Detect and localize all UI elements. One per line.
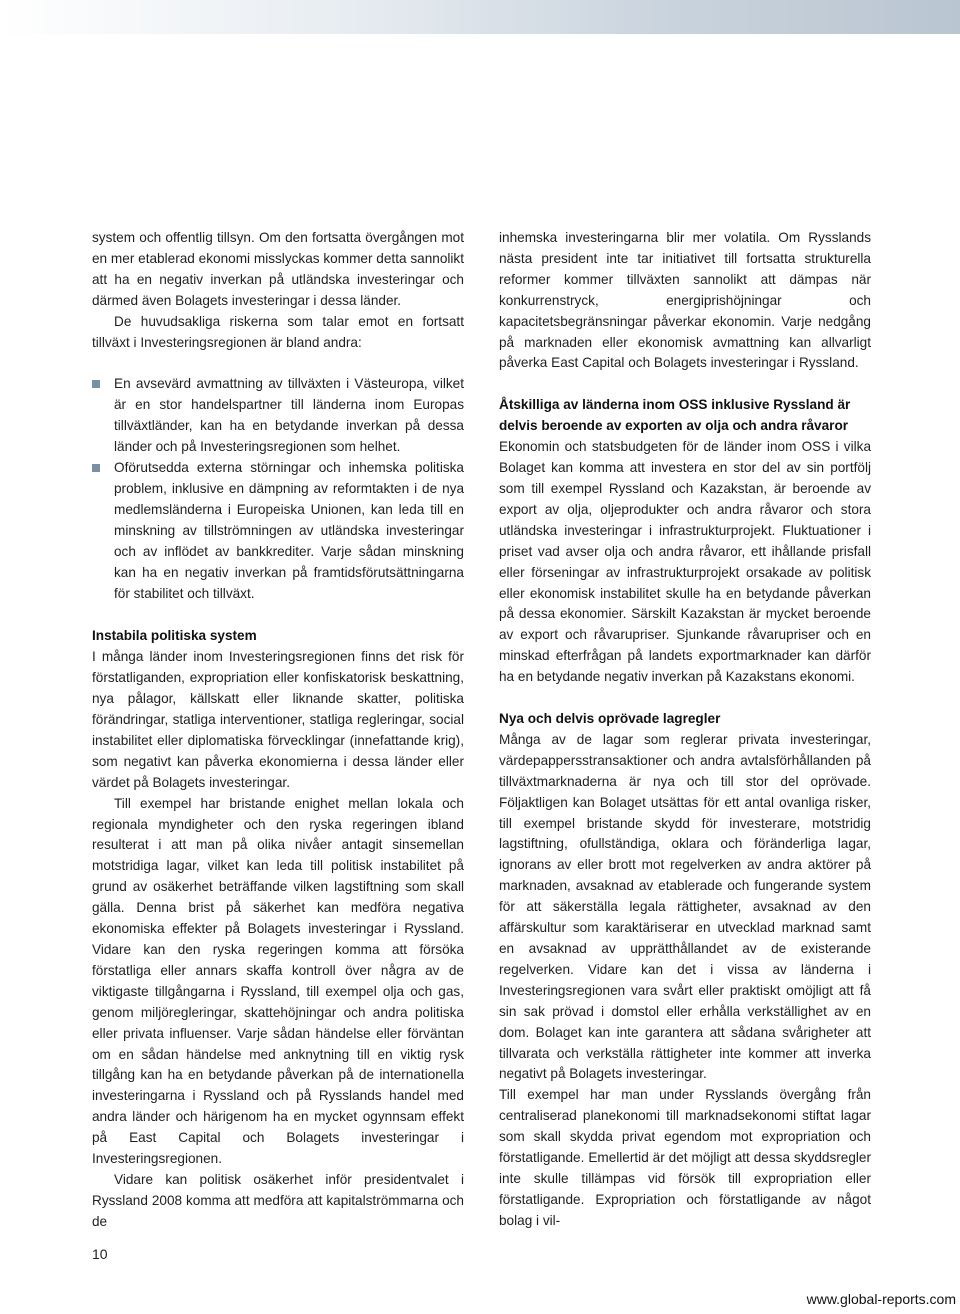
bullet-text: En avsevärd avmattning av tillväxten i Västeuropa, vilket är en stor handelspartner till länderna inom Europas tillväxtländer, kan ha en betydande inverkan på dessa länder och på Investeringsregionen som helhet.: [114, 376, 464, 455]
footer-url-link[interactable]: www.global-reports.com: [806, 1291, 956, 1307]
left-paragraph-3: I många länder inom Investeringsregionen finns det risk för förstatliganden, expropriation eller konfiskatorisk beskattning, nya pålagor, källskatt eller liknande skatter, politiska förändringar, statliga interventioner, statliga regleringar, social instabilitet eller diplomatiska förvecklingar (innefattande krig), som negativt kan påverka ekonomierna i dessa länder eller värdet på Bolagets investeringar.: [92, 649, 464, 790]
right-paragraph-3: Många av de lagar som reglerar privata investeringar, värdepappersstransaktioner och andra avtalsförhållanden på tillväxtmarknaderna är nya och till stor del oprövade. Följaktligen kan Bolaget utsättas för ett antal ovanliga risker, till exempel bristande skydd för investerare, motstridig lagstiftning, ofullständiga, oklara och föränderliga lagar, ignorans av eller brott mot regelverken av andra aktörer på marknaden, avsaknad av etablerade och fungerande system för att säkerställa legala rättigheter, avsaknad av den affärskultur som karaktäriserar en utvecklad marknad samt en avsaknad av upprätthållandet av de existerande regelverken. Vidare kan det i vissa av länderna i Investeringsregionen vara svårt eller praktiskt omöjligt att få sin sak prövad i domstol eller erhålla verkställighet av en dom. Bolaget kan inte garantera att sådana svårigheter att tillvarata och verkställa rättigheter inte kommer att inverka negativt på Bolagets investeringar.: [499, 731, 871, 1082]
left-paragraph-2: De huvudsakliga riskerna som talar emot en fortsatt tillväxt i Investeringsregionen är bland andra:: [92, 313, 464, 350]
right-paragraph-2: Ekonomin och statsbudgeten för de länder inom OSS i vilka Bolaget kan komma att investera en stor del av sin portfölj som till exempel Ryssland och Kazakstan, är beroende av export av olja, oljeprodukter och andra råvaror och stora utländska investeringar i infrastrukturprojekt. Fluktuationer i priset vad avser olja och andra råvaror, ett ihållande prisfall eller förseningar av infrastrukturprojekt orsakade av politisk eller ekonomisk instabilitet skulle ha en betydande påverkan på dessa ekonomier. Särskilt Kazakstan är mycket beroende av export och råvarupriser. Sjunkande råvarupriser och en minskad efterfrågan på landets exportmarknader kan därför ha en betydande negativ inverkan på Kazakstans ekonomi.: [499, 439, 871, 685]
right-column: [499, 228, 871, 1232]
left-paragraph-4: Till exempel har bristande enighet mellan lokala och regionala myndigheter och den ryska regeringen ibland resulterat i att man på olika nivåer antagit sinsemellan motstridiga lagar, vilket kan leda till politisk instabilitet på grund av osäkerhet beträffande vilken lagstiftning som skall gälla. Denna brist på säkerhet kan medföra negativa ekonomiska effekter på Bolagets investeringar i Ryssland. Vidare kan den ryska regeringen komma att försöka förstatliga eller annars skaffa kontroll över några av de viktigaste tillgångarna i Ryssland, till exempel olja och gas, genom miljöregleringar, skattehöjningar och andra politiska eller privata influenser. Varje sådan händelse eller förväntan om en sådan händelse med anknytning till en viktig rysk tillgång kan ha en betydande påverkan på de internationella investeringarna i Ryssland och på Rysslands handel med andra länder och härigenom ha en mycket ogynnsam effekt på East Capital och Bolagets investeringar i Investeringsregionen.: [92, 795, 464, 1167]
risk-bullet-list: [92, 374, 464, 604]
section-heading-instabila: Instabila politiska system: [92, 628, 257, 644]
right-paragraph-1: inhemska investeringarna blir mer volatila. Om Rysslands nästa president inte tar initiativet till fortsatta strukturella reformer kommer tillväxten sannolikt att dämpas när konkurrenstryck, energiprishöjningar och kapacitetsbegränsningar påverkar ekonomin. Varje nedgång på marknaden eller ekonomisk avmattning kan allvarligt påverka East Capital och Bolagets investeringar i Ryssland.: [499, 230, 871, 371]
left-column: [92, 228, 464, 1233]
left-paragraph-1: system och offentlig tillsyn. Om den fortsatta övergången mot en mer etablerad ekonomi misslyckas kommer detta sannolikt att ha en negativ inverkan på utländska investeringar och därmed även Bolagets investeringar i dessa länder.: [92, 230, 464, 308]
list-item: [92, 458, 464, 604]
square-bullet-icon: [92, 464, 100, 472]
top-decorative-band: [0, 0, 960, 34]
left-paragraph-5: Vidare kan politisk osäkerhet inför presidentvalet i Ryssland 2008 komma att medföra att kapitalströmmarna och de: [92, 1171, 464, 1229]
list-item: [92, 374, 464, 458]
page-number: 10: [92, 1246, 108, 1262]
section-heading-oss: Åtskilliga av länderna inom OSS inklusive Ryssland är delvis beroende av exporten av olja och andra råvaror: [499, 397, 851, 434]
square-bullet-icon: [92, 380, 100, 388]
right-paragraph-4: Till exempel har man under Rysslands övergång från centraliserad planekonomi till marknadsekonomi stiftat lagar som skall skydda privat egendom mot expropriation och förstatligande. Emellertid är det möjligt att dessa skyddsregler inte skulle tillämpas vid försök till expropriation eller förstatligande. Expropriation och förstatligande av något bolag i vil-: [499, 1087, 871, 1228]
bullet-text: Oförutsedda externa störningar och inhemska politiska problem, inklusive en dämpning av reformtakten i de nya medlemsländerna i Europeiska Unionen, kan leda till en minskning av tillströmningen av utländska investeringar och av inflödet av bankkrediter. Varje sådan minskning kan ha en negativ inverkan på framtidsförutsättningarna för stabilitet och tillväxt.: [114, 460, 464, 601]
section-heading-lagregler: Nya och delvis oprövade lagregler: [499, 711, 721, 727]
